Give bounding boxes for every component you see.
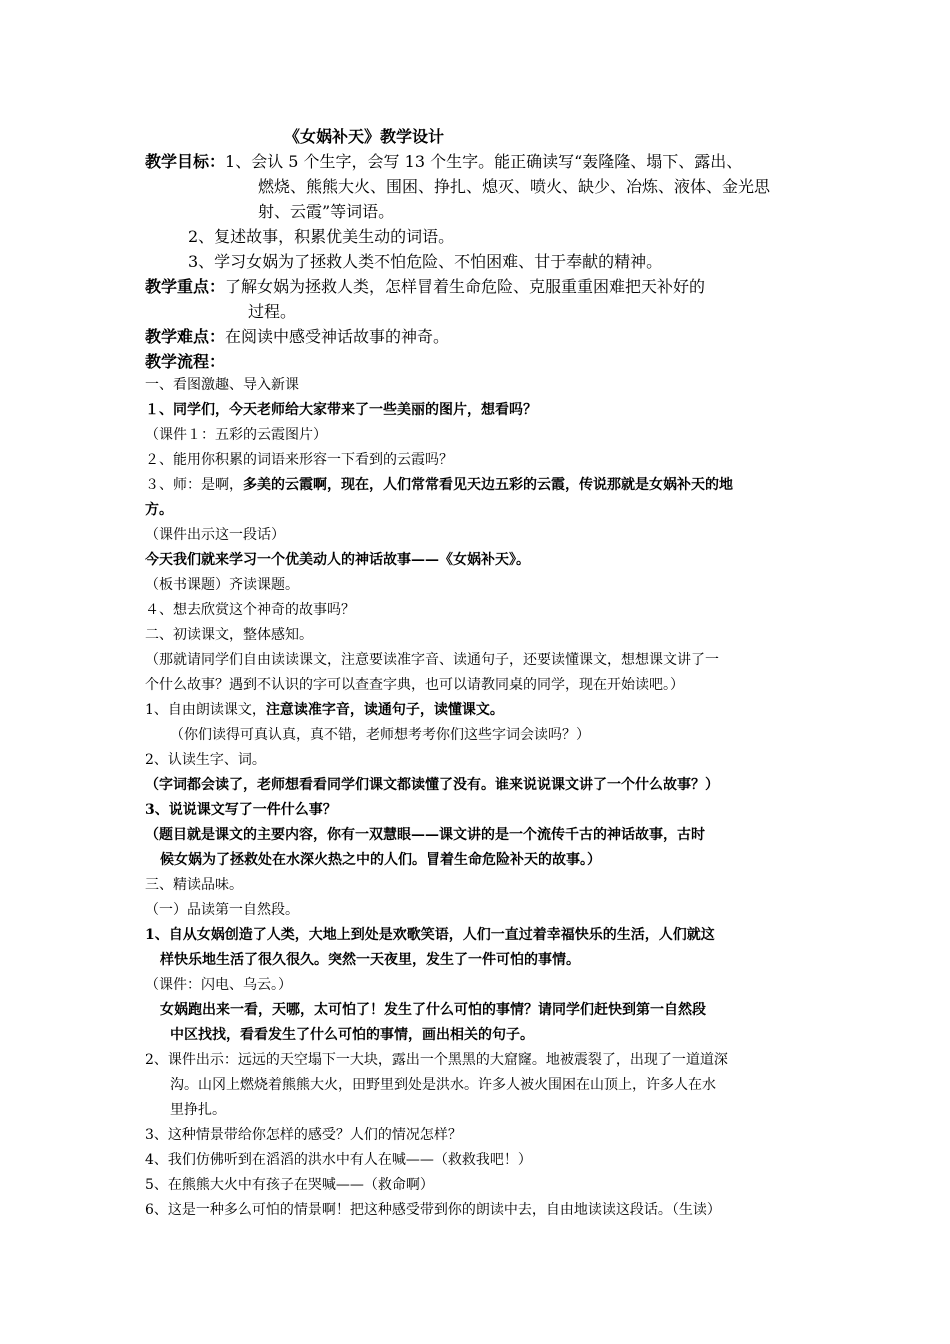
section-1-item-3-text: 多美的云霞啊，现在，人们常常看见天边五彩的云霞，传说那就是女娲补天的地 <box>243 477 733 493</box>
section-2-note-line-1: （那就请同学们自由读读课文，注意要读准字音、读通句子，还要读懂课文，想想课文讲了一 <box>145 652 719 668</box>
section-3-item-3: 3、这种情景带给你怎样的感受？人们的情况怎样？ <box>145 1127 462 1143</box>
section-1-item-4: ４、想去欣赏这个神奇的故事吗？ <box>145 602 355 618</box>
section-1-item-1: １、同学们，今天老师给大家带来了一些美丽的图片，想看吗？ <box>145 402 537 418</box>
section-3-item-2-line-3: 里挣扎。 <box>170 1102 226 1118</box>
section-3-heading: 三、精读品味。 <box>145 877 243 893</box>
objective-1-line-1: 1、会认 5 个生字，会写 13 个生字。能正确读写“轰隆隆、塌下、露出、 <box>225 152 743 171</box>
difficulties-row <box>145 327 449 346</box>
section-2-item-3-note-line-1: （题目就是课文的主要内容，你有一双慧眼——课文讲的是一个流传千古的神话故事，古时 <box>145 827 705 843</box>
section-2-item-1-lead: 1、自由朗读课文， <box>145 702 266 718</box>
section-3-item-4: 4、我们仿佛听到在滔滔的洪水中有人在喊——（救救我吧！） <box>145 1152 532 1168</box>
section-2-heading: 二、初读课文，整体感知。 <box>145 627 313 643</box>
objectives-row <box>145 152 742 171</box>
section-1-item-2: ２、能用你积累的词语来形容一下看到的云霞吗？ <box>145 452 453 468</box>
section-1-item-3-lead: ３、师：是啊， <box>145 477 243 493</box>
document-title: 《女娲补天》教学设计 <box>284 127 445 146</box>
section-2-item-3: 3、说说课文写了一件什么事？ <box>145 802 337 818</box>
section-2-note-line-2: 个什么故事？遇到不认识的字可以查查字典，也可以请教同桌的同学，现在开始读吧。） <box>145 677 684 693</box>
difficulties-label: 教学难点： <box>145 327 226 346</box>
objective-1-line-2: 燃烧、熊熊大火、围困、挣扎、熄灭、喷火、缺少、冶炼、液体、金光思 <box>258 177 771 196</box>
section-2-item-2-note: （字词都会读了，老师想看看同学们课文都读懂了没有。谁来说说课文讲了一个什么故事？） <box>145 777 719 793</box>
key-points-line-1: 了解女娲为拯救人类，怎样冒着生命危险、克服重重困难把天补好的 <box>225 277 706 296</box>
section-2-item-1-note: （你们读得可真认真，真不错，老师想考考你们这些字词会读吗？） <box>170 727 590 743</box>
objective-3: 3、学习女娲为了拯救人类不怕危险、不怕困难、甘于奉献的精神。 <box>188 252 663 271</box>
objective-1-line-3: 射、云霞”等词语。 <box>258 202 395 221</box>
key-points-label: 教学重点： <box>145 277 226 296</box>
section-1-heading: 一、看图激趣、导入新课 <box>145 377 299 393</box>
section-1-intro: 今天我们就来学习一个优美动人的神话故事——《女娲补天》。 <box>145 552 530 568</box>
section-3-item-2-line-2: 沟。山冈上燃烧着熊熊大火，田野里到处是洪水。许多人被火围困在山顶上，许多人在水 <box>170 1077 716 1093</box>
difficulties-text: 在阅读中感受神话故事的神奇。 <box>225 327 450 346</box>
section-1-note-1: （课件１：五彩的云霞图片） <box>145 427 327 443</box>
section-3-item-5: 5、在熊熊大火中有孩子在哭喊——（救命啊） <box>145 1177 434 1193</box>
section-3-question-line-1: 女娲跑出来一看，天哪，太可怕了！发生了什么可怕的事情？请同学们赶快到第一自然段 <box>160 1002 706 1018</box>
section-3-item-1-note: （课件：闪电、乌云。） <box>145 977 292 993</box>
section-3-question-line-2: 中区找找，看看发生了什么可怕的事情，画出相关的句子。 <box>170 1027 534 1043</box>
section-3-item-2-line-1: 2、课件出示：远远的天空塌下一大块，露出一个黑黑的大窟窿。地被震裂了，出现了一道道深 <box>145 1052 728 1068</box>
section-2-item-1-text: 注意读准字音，读通句子，读懂课文。 <box>265 702 504 718</box>
section-3-item-1-line-1: 1、自从女娲创造了人类，大地上到处是欢歌笑语，人们一直过着幸福快乐的生活，人们就这 <box>145 927 715 943</box>
process-label: 教学流程： <box>145 352 226 371</box>
section-2-item-1 <box>145 702 504 719</box>
section-1-note-2: （课件出示这一段话） <box>145 527 285 543</box>
section-3-item-6: 6、这是一种多么可怕的情景啊！把这种感受带到你的朗读中去，自由地读读这段话。（生读） <box>145 1202 721 1218</box>
section-1-item-3 <box>145 477 733 494</box>
section-3-item-1-line-2: 样快乐地生活了很久很久。突然一天夜里，发生了一件可怕的事情。 <box>160 952 580 968</box>
section-1-note-3: （板书课题）齐读课题。 <box>145 577 299 593</box>
section-2-item-2: 2、认读生字、词。 <box>145 752 266 768</box>
section-2-item-3-note-line-2: 候女娲为了拯救处在水深火热之中的人们。冒着生命危险补天的故事。） <box>160 852 601 868</box>
key-points-row <box>145 277 705 296</box>
section-1-item-3-end: 方。 <box>145 502 173 518</box>
objectives-label: 教学目标： <box>145 152 226 171</box>
key-points-line-2: 过程。 <box>248 302 297 321</box>
objective-2: 2、复述故事，积累优美生动的词语。 <box>188 227 455 246</box>
section-3-sub-1: （一）品读第一自然段。 <box>145 902 299 918</box>
